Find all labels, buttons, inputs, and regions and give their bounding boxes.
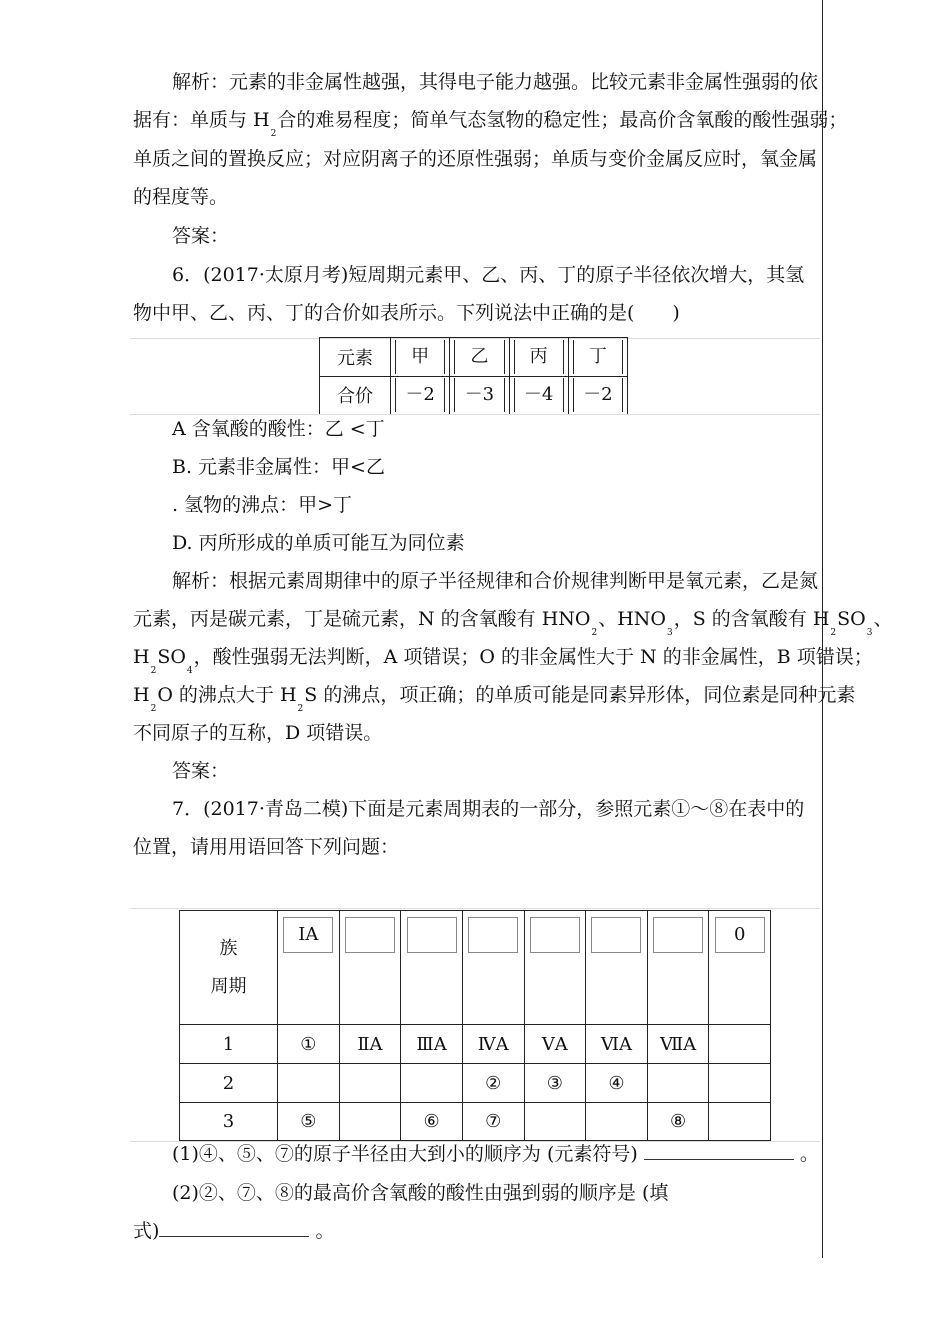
table-cell — [524, 1103, 586, 1141]
table-cell: －3 — [450, 376, 509, 415]
table-cell — [647, 1064, 709, 1103]
table-cell: ⅡA — [339, 1025, 401, 1064]
answer-label-1: 答案： — [172, 225, 230, 247]
table-cell: ③ — [524, 1064, 586, 1103]
analysis-line-2: 据有：单质与 $H_2$合的难易程度；简单气态氢物的稳定性；最高价含氧酸的酸性强弱； — [133, 109, 848, 139]
table-cell — [586, 1103, 648, 1141]
table-cell: ⅣA — [462, 1025, 524, 1064]
table-cell: ⑦ — [462, 1103, 524, 1141]
q6-option-c: . 氢物的沸点：甲>丁 — [172, 494, 352, 516]
q6-option-a: A 含氧酸的酸性：乙 <丁 — [172, 418, 385, 440]
table-cell: －2 — [391, 376, 450, 415]
q7-subquestion-1: (1)④、⑤、⑦的原子半径由大到小的顺序为 (元素符号) 。 — [172, 1143, 819, 1165]
q7-subquestion-2-cont: 式) 。 — [133, 1220, 335, 1242]
table-cell: ⑥ — [401, 1103, 463, 1141]
q7-stem-line-2: 位置，请用用语回答下列问题： — [133, 836, 400, 858]
table-cell: 甲 — [391, 338, 450, 377]
period-label: 周期 — [210, 975, 247, 997]
table-cell — [401, 1064, 463, 1103]
table-cell: 元素 — [320, 338, 391, 377]
period-cell: 2 — [180, 1064, 278, 1103]
q7-subquestion-2: (2)②、⑦、⑧的最高价含氧酸的酸性由强到弱的顺序是 (填 — [172, 1182, 669, 1204]
period-cell: 1 — [180, 1025, 278, 1064]
analysis-line-4: 的程度等。 — [133, 186, 229, 208]
table-cell: －2 — [568, 376, 627, 415]
group-header-cell — [462, 911, 524, 1025]
table-cell — [278, 1064, 340, 1103]
corner-cell — [180, 911, 278, 1025]
period-cell: 3 — [180, 1103, 278, 1141]
table-cell — [709, 1025, 771, 1064]
q6-stem-line-2: 物中甲、乙、丙、丁的合价如表所示。下列说法中正确的是( ) — [133, 302, 680, 324]
group-header-cell — [524, 911, 586, 1025]
table-cell — [339, 1103, 401, 1141]
q7-stem-line-1: 7．(2017·青岛二模)下面是元素周期表的一部分，参照元素①～⑧在表中的 — [172, 798, 805, 820]
table-cell: －4 — [509, 376, 568, 415]
table-cell: ② — [462, 1064, 524, 1103]
table-cell: ⑧ — [647, 1103, 709, 1141]
table-cell — [709, 1064, 771, 1103]
periodic-table-fragment — [179, 910, 771, 1141]
group-header-cell — [586, 911, 648, 1025]
valence-table — [319, 337, 628, 415]
q6-analysis-line-2: 元素，丙是碳元素，丁是硫元素，N 的含氧酸有 $HNO_2$、$HNO_3$，S 的含氧酸有 $H_2SO_3$、 — [133, 608, 893, 638]
q6-stem-line-1: 6．(2017·太原月考)短周期元素甲、乙、丙、丁的原子半径依次增大，其氢 — [172, 264, 805, 286]
group-header-cell — [401, 911, 463, 1025]
q6-analysis-line-3: $H_2SO_4$，酸性强弱无法判断，A 项错误；O 的非金属性大于 N 的非金属性，B 项错误； — [133, 646, 873, 676]
q6-option-d: D. 丙所形成的单质可能互为同位素 — [172, 532, 465, 554]
table-cell: 乙 — [450, 338, 509, 377]
table-cell: 丙 — [509, 338, 568, 377]
answer-blank-2[interactable] — [159, 1220, 309, 1237]
q6-option-b: B. 元素非金属性：甲<乙 — [172, 456, 385, 478]
group-header-cell: 0 — [709, 911, 771, 1025]
table-cell: 丁 — [568, 338, 627, 377]
table-cell: ⅦA — [647, 1025, 709, 1064]
table-cell: ⅥA — [586, 1025, 648, 1064]
table-cell: ⅤA — [524, 1025, 586, 1064]
group-label: 族 — [219, 937, 238, 959]
table-cell: ① — [278, 1025, 340, 1064]
table-cell: ④ — [586, 1064, 648, 1103]
table-cell — [709, 1103, 771, 1141]
section-divider — [130, 908, 820, 909]
q6-analysis-line-1: 解析：根据元素周期律中的原子半径规律和合价规律判断甲是氧元素，乙是氮 — [172, 570, 819, 592]
group-header-cell: ⅠA — [278, 911, 340, 1025]
table-cell: ⅢA — [401, 1025, 463, 1064]
answer-blank-1[interactable] — [644, 1143, 794, 1160]
group-header-cell — [647, 911, 709, 1025]
analysis-line-1: 解析：元素的非金属性越强，其得电子能力越强。比较元素非金属性强弱的依 — [172, 71, 819, 93]
table-cell: ⑤ — [278, 1103, 340, 1141]
section-divider — [130, 414, 820, 415]
group-header-cell — [339, 911, 401, 1025]
table-cell: 合价 — [320, 376, 391, 415]
analysis-line-3: 单质之间的置换反应；对应阴离子的还原性强弱；单质与变价金属反应时，氧金属 — [133, 148, 818, 170]
q6-analysis-line-4: $H_2O$ 的沸点大于 $H_2S$ 的沸点，项正确；的单质可能是同素异形体，同位素是同种元素 — [133, 684, 856, 714]
table-cell — [339, 1064, 401, 1103]
q6-analysis-line-5: 不同原子的互称，D 项错误。 — [133, 722, 383, 744]
answer-label-2: 答案： — [172, 760, 230, 782]
